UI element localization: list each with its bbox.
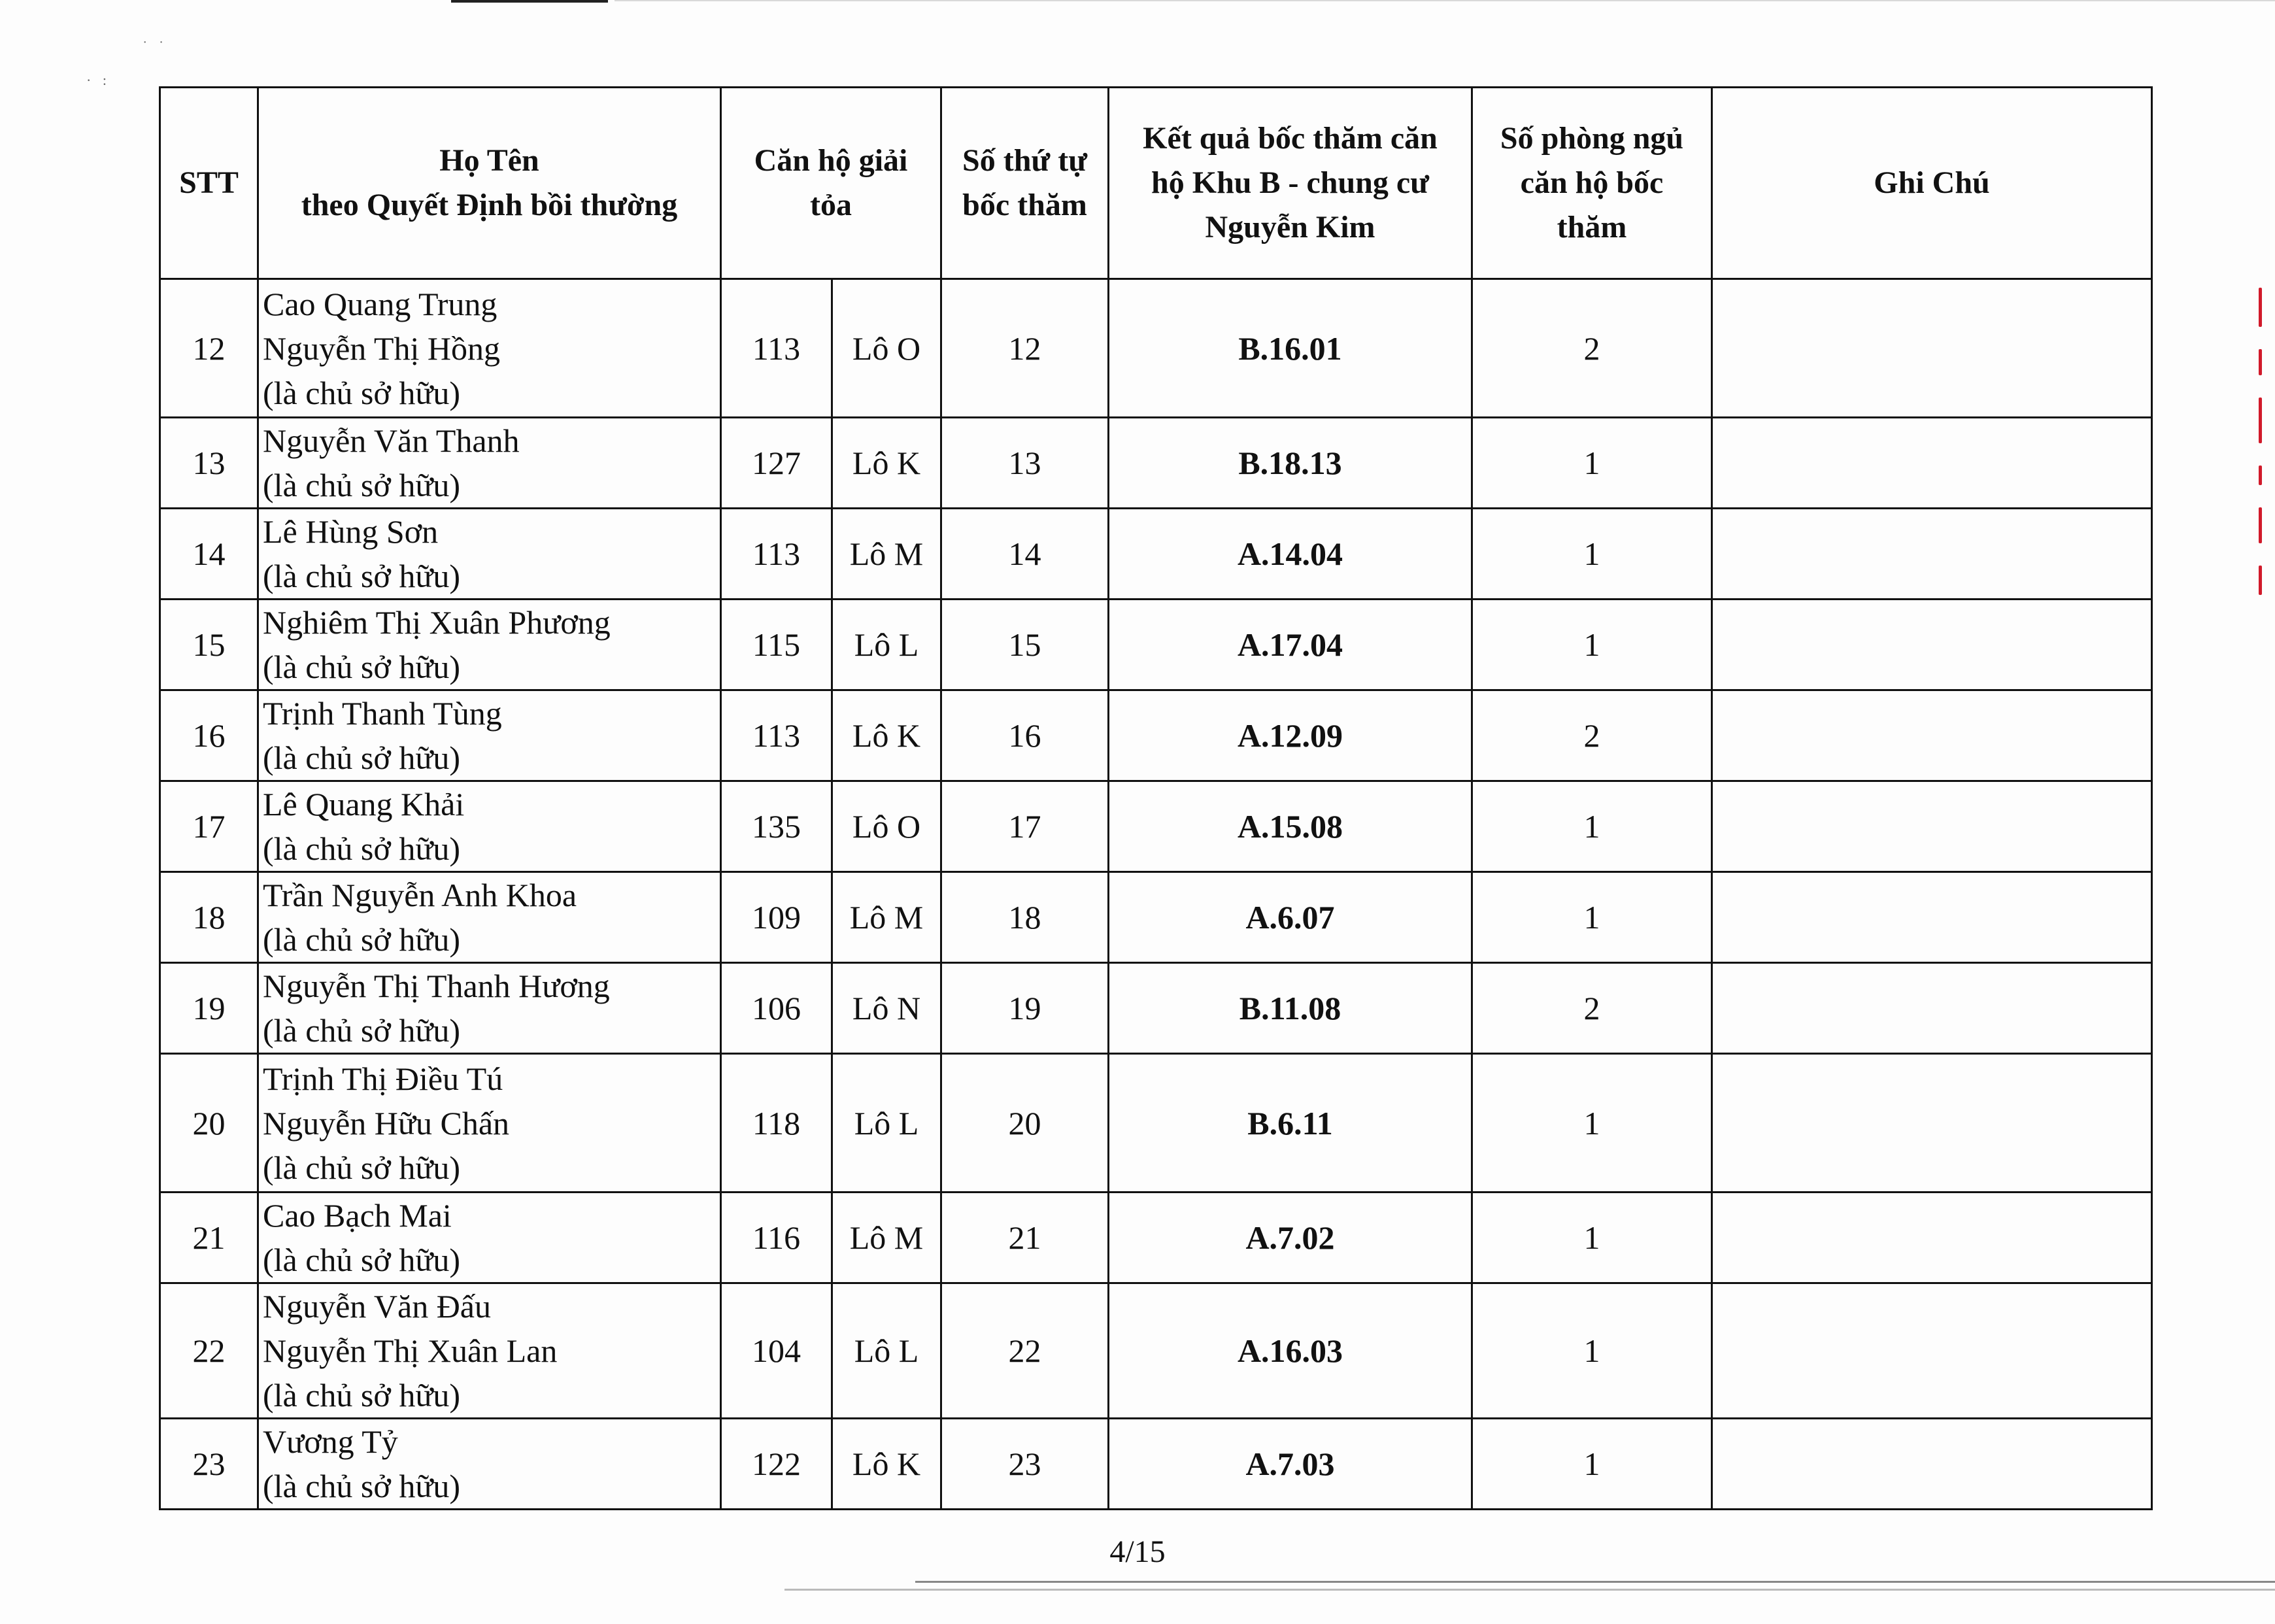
table-row [160, 509, 2152, 600]
header-result-line: hộ Khu B - chung cư [1151, 165, 1429, 200]
cell-name [258, 963, 721, 1054]
cell-bedrooms: 1 [1472, 1283, 1712, 1419]
cell-bedrooms: 1 [1472, 1054, 1712, 1193]
cell-name-line: Trịnh Thị Điều Tú [263, 1060, 503, 1097]
cell-name [258, 279, 721, 418]
cell-lot: Lô M [832, 872, 941, 963]
cell-result: B.6.11 [1109, 1054, 1472, 1193]
header-bedrooms-line: thăm [1557, 210, 1627, 245]
red-margin-stamp [2249, 288, 2271, 595]
cell-notes [1712, 600, 2152, 690]
cell-name-line: Nguyễn Hữu Chấn [263, 1104, 510, 1142]
cell-name-line: (là chủ sở hữu) [263, 1377, 461, 1413]
cell-result: A.7.02 [1109, 1193, 1472, 1283]
cell-name [258, 418, 721, 509]
cell-result: A.14.04 [1109, 509, 1472, 600]
table-row [160, 1283, 2152, 1419]
cell-lot: Lô N [832, 963, 941, 1054]
header-stt: STT [160, 88, 258, 279]
cell-result: B.18.13 [1109, 418, 1472, 509]
cell-result: A.15.08 [1109, 781, 1472, 872]
cell-name [258, 1054, 721, 1193]
cell-unit: 113 [721, 279, 832, 418]
header-notes: Ghi Chú [1712, 88, 2152, 279]
cell-bedrooms: 1 [1472, 1193, 1712, 1283]
cell-draw-order: 17 [941, 781, 1109, 872]
header-apartment-line: Căn hộ giải [754, 143, 908, 178]
cell-result: A.16.03 [1109, 1283, 1472, 1419]
cell-stt: 17 [160, 781, 258, 872]
cell-stt: 12 [160, 279, 258, 418]
cell-notes [1712, 279, 2152, 418]
cell-draw-order: 13 [941, 418, 1109, 509]
cell-name [258, 690, 721, 781]
cell-name [258, 509, 721, 600]
cell-draw-order: 15 [941, 600, 1109, 690]
cell-draw-order: 20 [941, 1054, 1109, 1193]
table-row [160, 279, 2152, 418]
header-draw-order-line: Số thứ tự [962, 143, 1087, 178]
table-row [160, 1419, 2152, 1510]
cell-bedrooms: 2 [1472, 690, 1712, 781]
header-result [1109, 88, 1472, 279]
cell-name-line: (là chủ sở hữu) [263, 374, 461, 411]
table-header-row [160, 88, 2152, 279]
cell-name-line: (là chủ sở hữu) [263, 1012, 461, 1049]
cell-name-line: Nguyễn Văn Thanh [263, 422, 520, 459]
cell-name-line: (là chủ sở hữu) [263, 649, 461, 685]
cell-stt: 22 [160, 1283, 258, 1419]
table-row [160, 781, 2152, 872]
cell-name-line: (là chủ sở hữu) [263, 1468, 461, 1504]
table-row [160, 1054, 2152, 1193]
cell-unit: 122 [721, 1419, 832, 1510]
cell-stt: 18 [160, 872, 258, 963]
scan-edge-bottom [915, 1581, 2275, 1583]
cell-lot: Lô L [832, 1283, 941, 1419]
cell-notes [1712, 1419, 2152, 1510]
cell-result: A.7.03 [1109, 1419, 1472, 1510]
cell-lot: Lô M [832, 509, 941, 600]
cell-stt: 14 [160, 509, 258, 600]
cell-bedrooms: 1 [1472, 872, 1712, 963]
cell-notes [1712, 690, 2152, 781]
table-row [160, 418, 2152, 509]
cell-lot: Lô L [832, 1054, 941, 1193]
table-row [160, 963, 2152, 1054]
page-number: 4/15 [1109, 1534, 1166, 1569]
cell-name-line: (là chủ sở hữu) [263, 1149, 461, 1186]
header-bedrooms-line: căn hộ bốc [1520, 165, 1664, 200]
cell-unit: 106 [721, 963, 832, 1054]
cell-name-line: Nguyễn Văn Đấu [263, 1288, 491, 1325]
cell-name [258, 600, 721, 690]
cell-notes [1712, 1283, 2152, 1419]
cell-name-line: Nghiêm Thị Xuân Phương [263, 604, 611, 641]
scan-speck: ˙ ˙ [143, 38, 168, 54]
cell-unit: 113 [721, 509, 832, 600]
cell-notes [1712, 1054, 2152, 1193]
scan-speck: · : [86, 72, 110, 88]
cell-name-line: Vương Tỷ [263, 1423, 398, 1460]
header-name-line: theo Quyết Định bồi thường [301, 188, 678, 222]
header-draw-order [941, 88, 1109, 279]
cell-unit: 115 [721, 600, 832, 690]
cell-bedrooms: 1 [1472, 600, 1712, 690]
cell-name-line: Nguyễn Thị Xuân Lan [263, 1332, 558, 1369]
header-bedrooms-line: Số phòng ngủ [1500, 121, 1684, 156]
table-row [160, 872, 2152, 963]
cell-name-line: (là chủ sở hữu) [263, 739, 461, 776]
cell-draw-order: 22 [941, 1283, 1109, 1419]
cell-notes [1712, 418, 2152, 509]
lottery-results-table [159, 86, 2153, 1510]
table-row [160, 600, 2152, 690]
table-body [160, 279, 2152, 1510]
cell-name-line: Nguyễn Thị Hồng [263, 330, 500, 367]
header-draw-order-line: bốc thăm [962, 188, 1087, 222]
cell-bedrooms: 1 [1472, 1419, 1712, 1510]
cell-name [258, 1283, 721, 1419]
cell-lot: Lô O [832, 781, 941, 872]
cell-notes [1712, 872, 2152, 963]
cell-name-line: Lê Hùng Sơn [263, 513, 439, 550]
cell-unit: 135 [721, 781, 832, 872]
cell-name-line: (là chủ sở hữu) [263, 830, 461, 867]
cell-name-line: Lê Quang Khải [263, 786, 465, 822]
cell-notes [1712, 781, 2152, 872]
cell-stt: 21 [160, 1193, 258, 1283]
cell-result: B.16.01 [1109, 279, 1472, 418]
cell-name-line: (là chủ sở hữu) [263, 1242, 461, 1278]
cell-name-line: (là chủ sở hữu) [263, 558, 461, 594]
cell-lot: Lô K [832, 418, 941, 509]
cell-stt: 13 [160, 418, 258, 509]
cell-lot: Lô L [832, 600, 941, 690]
cell-name-line: Trần Nguyễn Anh Khoa [263, 877, 577, 913]
table-row [160, 1193, 2152, 1283]
header-bedrooms [1472, 88, 1712, 279]
cell-draw-order: 18 [941, 872, 1109, 963]
cell-lot: Lô O [832, 279, 941, 418]
scan-edge-bottom-faint [784, 1589, 2275, 1591]
scan-edge-top-faint [615, 0, 2275, 1]
cell-result: A.12.09 [1109, 690, 1472, 781]
cell-lot: Lô M [832, 1193, 941, 1283]
header-apartment [721, 88, 941, 279]
cell-stt: 20 [160, 1054, 258, 1193]
cell-stt: 19 [160, 963, 258, 1054]
cell-result: A.6.07 [1109, 872, 1472, 963]
cell-name [258, 1193, 721, 1283]
cell-result: B.11.08 [1109, 963, 1472, 1054]
cell-notes [1712, 509, 2152, 600]
cell-draw-order: 21 [941, 1193, 1109, 1283]
cell-bedrooms: 2 [1472, 963, 1712, 1054]
cell-stt: 15 [160, 600, 258, 690]
cell-unit: 116 [721, 1193, 832, 1283]
scan-edge-top [451, 0, 608, 3]
cell-unit: 127 [721, 418, 832, 509]
header-result-line: Kết quả bốc thăm căn [1143, 121, 1438, 156]
cell-draw-order: 19 [941, 963, 1109, 1054]
header-result-line: Nguyễn Kim [1205, 210, 1375, 245]
cell-notes [1712, 1193, 2152, 1283]
cell-bedrooms: 2 [1472, 279, 1712, 418]
cell-name-line: Cao Quang Trung [263, 285, 497, 322]
cell-bedrooms: 1 [1472, 781, 1712, 872]
cell-lot: Lô K [832, 690, 941, 781]
header-apartment-line: tỏa [810, 188, 852, 222]
cell-lot: Lô K [832, 1419, 941, 1510]
cell-draw-order: 14 [941, 509, 1109, 600]
cell-result: A.17.04 [1109, 600, 1472, 690]
cell-name-line: Nguyễn Thị Thanh Hương [263, 968, 610, 1004]
cell-bedrooms: 1 [1472, 418, 1712, 509]
cell-stt: 23 [160, 1419, 258, 1510]
cell-draw-order: 16 [941, 690, 1109, 781]
cell-name-line: Trịnh Thanh Tùng [263, 695, 502, 732]
cell-name-line: (là chủ sở hữu) [263, 921, 461, 958]
header-name [258, 88, 721, 279]
cell-bedrooms: 1 [1472, 509, 1712, 600]
cell-unit: 104 [721, 1283, 832, 1419]
cell-unit: 113 [721, 690, 832, 781]
table-row [160, 690, 2152, 781]
cell-name-line: (là chủ sở hữu) [263, 467, 461, 503]
header-name-line: Họ Tên [439, 143, 539, 178]
cell-draw-order: 23 [941, 1419, 1109, 1510]
cell-name [258, 1419, 721, 1510]
cell-stt: 16 [160, 690, 258, 781]
cell-notes [1712, 963, 2152, 1054]
cell-draw-order: 12 [941, 279, 1109, 418]
cell-name [258, 872, 721, 963]
cell-name-line: Cao Bạch Mai [263, 1197, 452, 1234]
cell-name [258, 781, 721, 872]
cell-unit: 118 [721, 1054, 832, 1193]
cell-unit: 109 [721, 872, 832, 963]
